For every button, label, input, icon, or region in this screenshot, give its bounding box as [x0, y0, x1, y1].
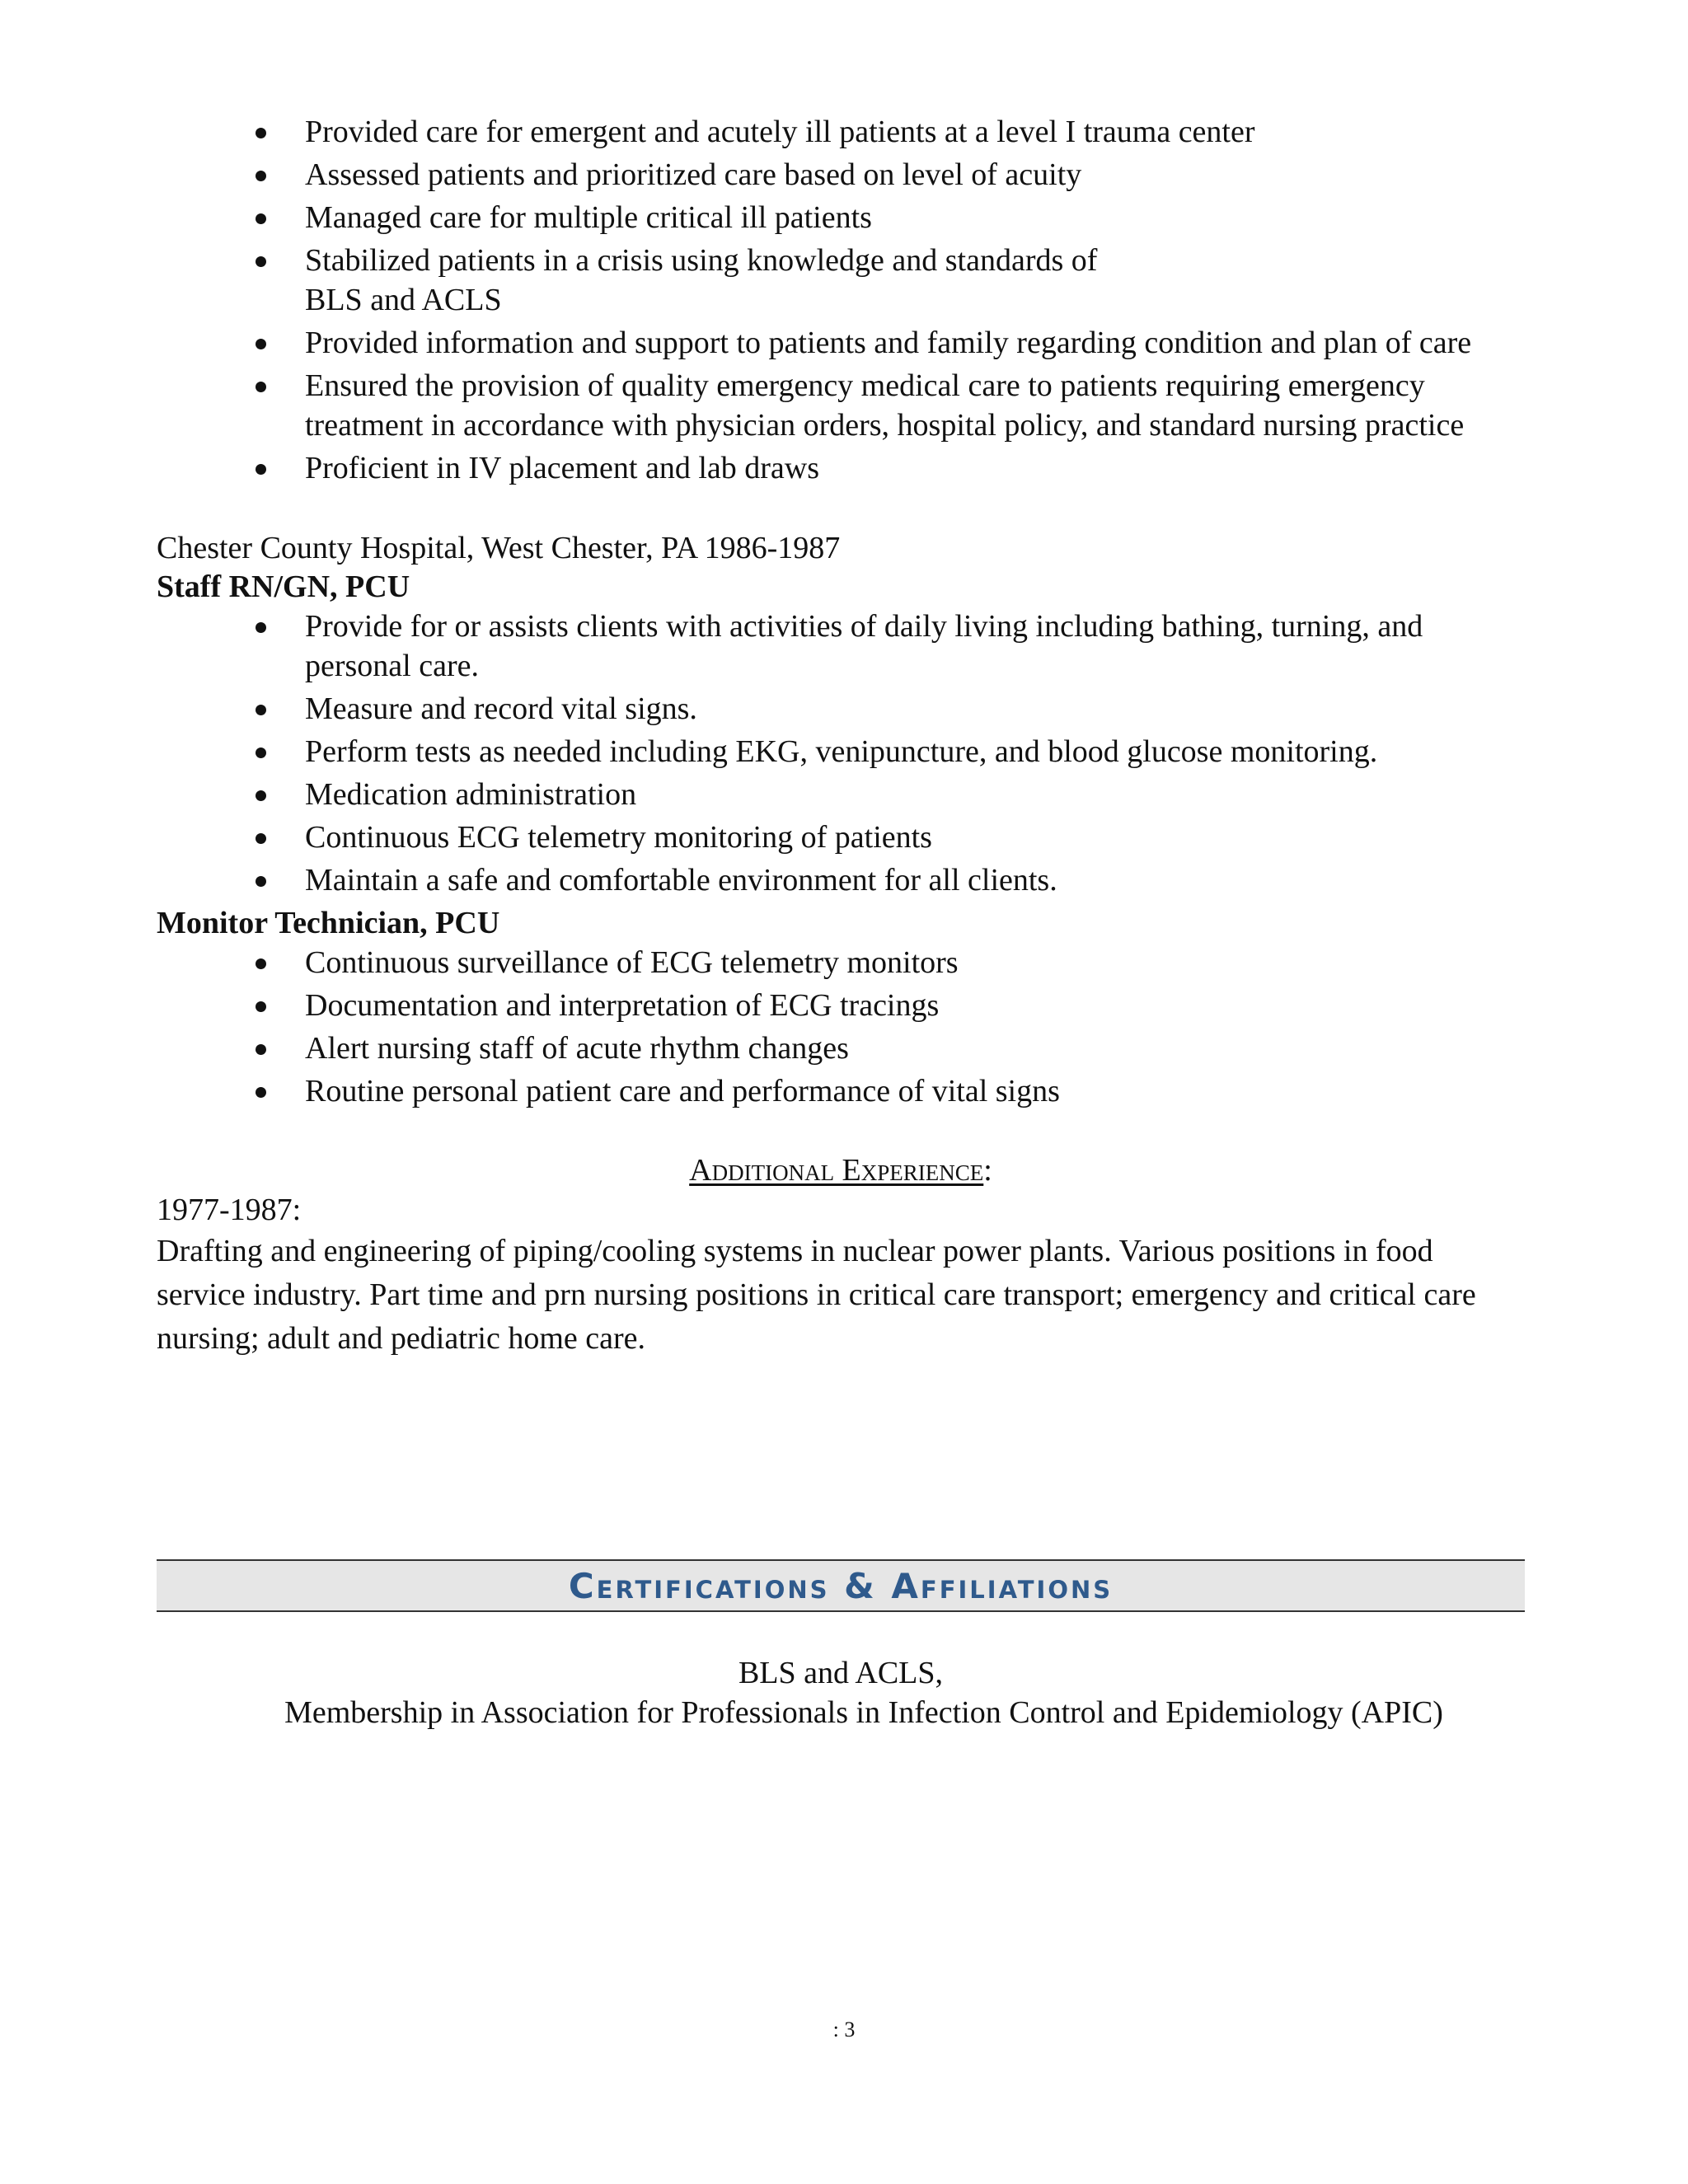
staff-rn-bullet-list [157, 607, 1525, 900]
additional-experience-period: 1977-1987: [157, 1193, 302, 1227]
previous-role-bullet-list [157, 112, 1525, 488]
page-number: : 3 [832, 2018, 856, 2041]
list-item: Stabilized patients in a crisis using knowledge and standards of BLS and ACLS [305, 241, 1525, 320]
certifications-content [157, 1653, 1525, 1732]
list-item: Proficient in IV placement and lab draws [305, 448, 1525, 488]
additional-experience-heading-colon: : [983, 1153, 992, 1188]
list-item: Documentation and interpretation of ECG tracings [305, 986, 1525, 1025]
role-title-monitor-technician: Monitor Technician, PCU [157, 906, 500, 940]
affiliation-line: Membership in Association for Professionals in Infection Control and Epidemiology (APIC) [284, 1695, 1443, 1730]
experience-content [157, 112, 1525, 1361]
list-item: Maintain a safe and comfortable environment for all clients. [305, 860, 1525, 900]
list-item: Provide for or assists clients with activities of daily living including bathing, turning, and personal care. [305, 607, 1525, 686]
employer-line: Chester County Hospital, West Chester, PA 1986-1987 [157, 531, 841, 565]
certification-line: BLS and ACLS, [738, 1656, 944, 1690]
list-item: Continuous surveillance of ECG telemetry monitors [305, 943, 1525, 982]
list-item: Routine personal patient care and performance of vital signs [305, 1071, 1525, 1111]
list-item: Assessed patients and prioritized care based on level of acuity [305, 155, 1525, 194]
list-item: Managed care for multiple critical ill patients [305, 198, 1525, 237]
certifications-heading: Certifications & Affiliations [568, 1565, 1114, 1606]
list-item: Continuous ECG telemetry monitoring of patients [305, 818, 1525, 857]
role-title-staff-rn: Staff RN/GN, PCU [157, 569, 410, 604]
additional-experience-heading-text: Additional Experience [689, 1153, 984, 1188]
list-item: Provided care for emergent and acutely ill patients at a level I trauma center [305, 112, 1525, 152]
list-item: Provided information and support to patients and family regarding condition and plan of care [305, 323, 1525, 363]
list-item: Perform tests as needed including EKG, venipuncture, and blood glucose monitoring. [305, 732, 1525, 771]
monitor-technician-bullet-list [157, 943, 1525, 1111]
additional-experience-paragraph: Drafting and engineering of piping/cooling systems in nuclear power plants. Various positions in food service industry. Part time and prn nursing positions in critical care transport; emergency and critical care nursing; adult and pediatric home care. [157, 1234, 1476, 1356]
additional-experience-heading [157, 1151, 1525, 1190]
list-item: Alert nursing staff of acute rhythm changes [305, 1029, 1525, 1068]
list-item: Medication administration [305, 775, 1525, 814]
list-item: Measure and record vital signs. [305, 689, 1525, 729]
certifications-section-header [157, 1559, 1525, 1612]
list-item: Ensured the provision of quality emergency medical care to patients requiring emergency treatment in accordance with physician orders, hospital policy, and standard nursing practice [305, 366, 1525, 445]
